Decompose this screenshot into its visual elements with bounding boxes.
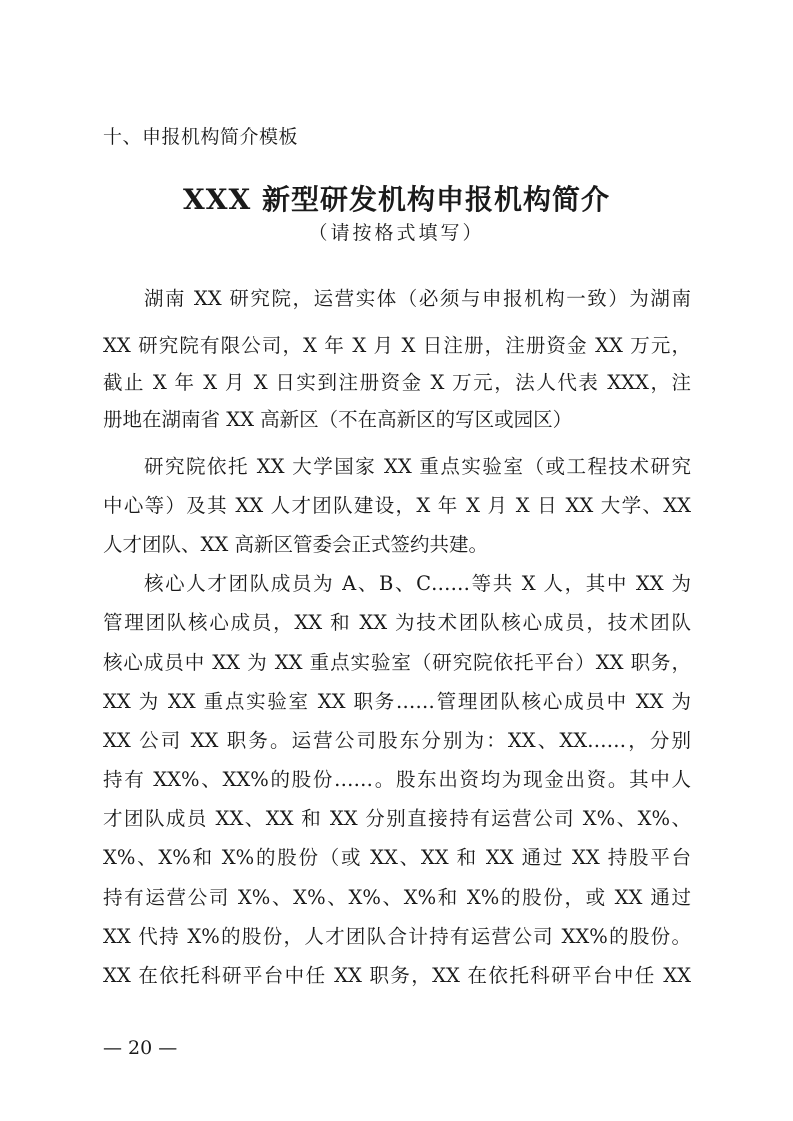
paragraph-line: 管理团队核心成员，XX 和 XX 为技术团队核心成员，技术团队 xyxy=(103,611,691,634)
page-number: — 20 — xyxy=(103,1037,178,1059)
paragraph-line: XX 代持 X%的股份，人才团队合计持有运营公司 XX%的股份。 xyxy=(103,925,691,948)
paragraph-line: XX 在依托科研平台中任 XX 职务，XX 在依托科研平台中任 XX xyxy=(103,964,691,987)
paragraph-line: 截止 X 年 X 月 X 日实到注册资金 X 万元，法人代表 XXX，注 xyxy=(103,371,691,394)
paragraph-line: XX 公司 XX 职务。运营公司股东分别为：XX、XX……，分别 xyxy=(103,729,691,752)
paragraph-line: 人才团队、XX 高新区管委会正式签约共建。 xyxy=(103,533,488,556)
document-title: XXX 新型研发机构申报机构简介 xyxy=(183,183,610,216)
paragraph-line: 册地在湖南省 XX 高新区（不在高新区的写区或园区） xyxy=(103,408,573,431)
paragraph-line: 中心等）及其 XX 人才团队建设，X 年 X 月 X 日 XX 大学、XX xyxy=(103,494,691,517)
paragraph-line: XX 为 XX 重点实验室 XX 职务……管理团队核心成员中 XX 为 xyxy=(103,690,691,713)
section-heading: 十、申报机构简介模板 xyxy=(103,126,299,148)
paragraph-line: 持有运营公司 X%、X%、X%、X%和 X%的股份，或 XX 通过 xyxy=(103,886,691,909)
paragraph-line: 研究院依托 XX 大学国家 XX 重点实验室（或工程技术研究 xyxy=(144,455,691,478)
paragraph-line: X%、X%和 X%的股份（或 XX、XX 和 XX 通过 XX 持股平台 xyxy=(103,846,691,869)
paragraph-line: XX 研究院有限公司，X 年 X 月 X 日注册，注册资金 XX 万元， xyxy=(103,334,691,357)
paragraph-line: 核心成员中 XX 为 XX 重点实验室（研究院依托平台）XX 职务， xyxy=(103,651,691,674)
document-subtitle: （请按格式填写） xyxy=(308,222,485,244)
paragraph-line: 核心人才团队成员为 A、B、C……等共 X 人，其中 XX 为 xyxy=(144,572,691,595)
paragraph-line: 才团队成员 XX、XX 和 XX 分别直接持有运营公司 X%、X%、 xyxy=(103,807,691,830)
paragraph-line: 湖南 XX 研究院，运营实体（必须与申报机构一致）为湖南 xyxy=(144,287,691,310)
paragraph-line: 持有 XX%、XX%的股份……。股东出资均为现金出资。其中人 xyxy=(103,768,691,791)
